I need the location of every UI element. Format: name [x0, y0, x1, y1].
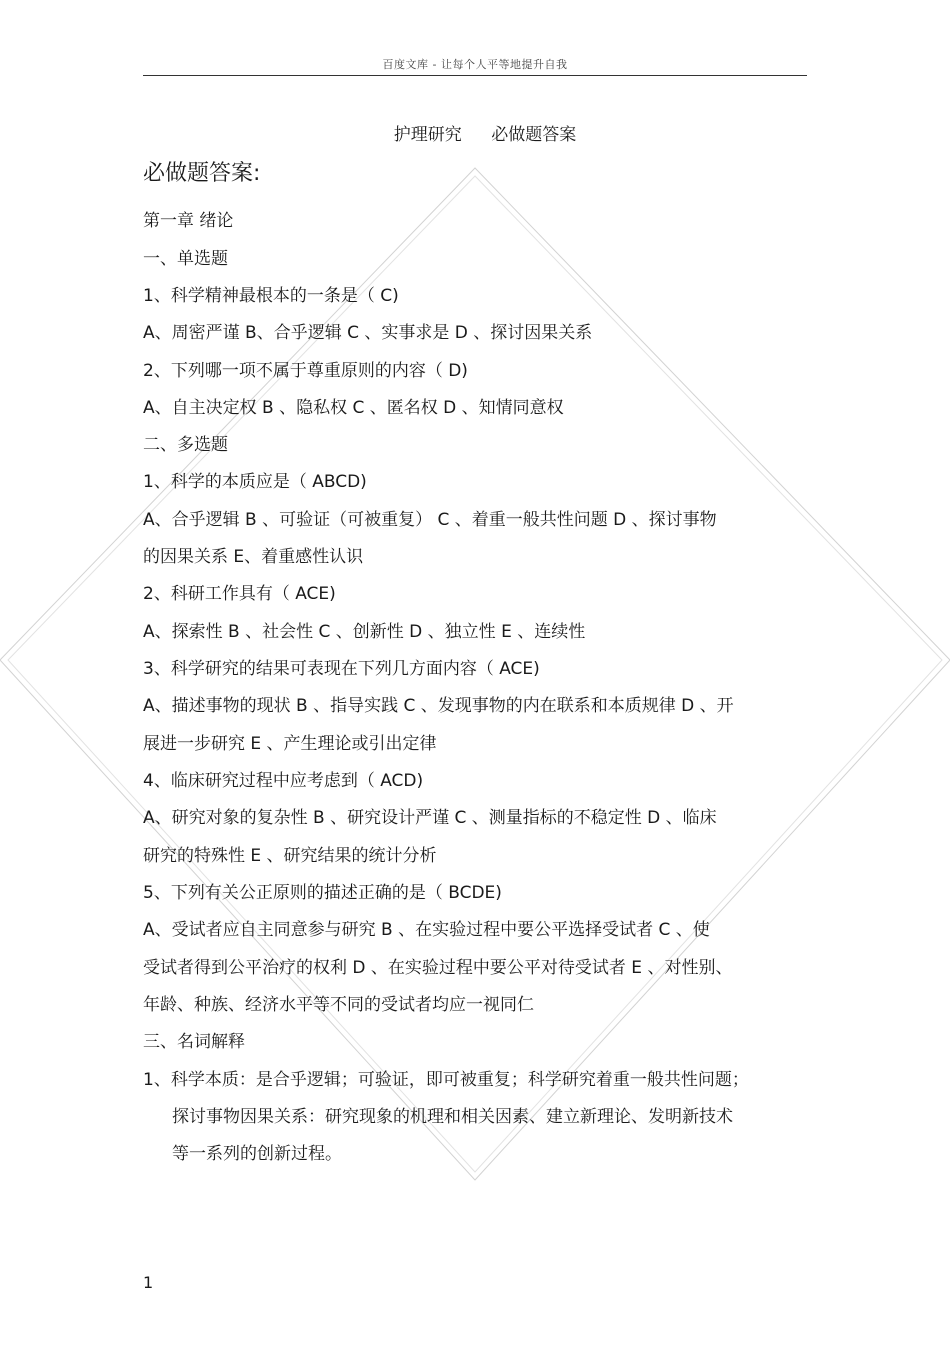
options-line: A、合乎逻辑 B 、可验证（可被重复） C 、着重一般共性问题 D 、探讨事物: [143, 510, 717, 530]
question-line: 2、下列哪一项不属于尊重原则的内容（ D): [143, 361, 468, 381]
options-line: 的因果关系 E、着重感性认识: [143, 547, 364, 567]
question-line: 3、科学研究的结果可表现在下列几方面内容（ ACE): [143, 659, 540, 679]
question-line: 2、科研工作具有（ ACE): [143, 584, 336, 604]
definition-line: 等一系列的创新过程。: [172, 1144, 342, 1164]
options-line: A、研究对象的复杂性 B 、研究设计严谨 C 、测量指标的不稳定性 D 、临床: [143, 808, 717, 828]
question-line: 4、临床研究过程中应考虑到（ ACD): [143, 771, 424, 791]
subsection-heading: 一、单选题: [143, 249, 228, 269]
options-line: 受试者得到公平治疗的权利 D 、在实验过程中要公平对待受试者 E 、对性别、: [143, 958, 733, 978]
page-number: 1: [143, 1273, 154, 1292]
definition-line: 探讨事物因果关系：研究现象的机理和相关因素、建立新理论、发明新技术: [172, 1107, 733, 1127]
chapter-title: 第一章 绪论: [143, 211, 234, 231]
question-line: 1、科学精神最根本的一条是（ C): [143, 286, 399, 306]
question-line: 5、下列有关公正原则的描述正确的是（ BCDE): [143, 883, 502, 903]
subsection-heading: 二、多选题: [143, 435, 228, 455]
document-title: 护理研究 必做题答案: [393, 125, 577, 145]
options-line: 研究的特殊性 E 、研究结果的统计分析: [143, 846, 437, 866]
section-heading: 必做题答案:: [143, 161, 261, 186]
page-header: 百度文库 - 让每个人平等地提升自我: [382, 58, 568, 71]
options-line: A、受试者应自主同意参与研究 B 、在实验过程中要公平选择受试者 C 、使: [143, 920, 710, 940]
definition-line: 1、科学本质：是合乎逻辑；可验证，即可被重复；科学研究着重一般共性问题；: [143, 1070, 749, 1090]
options-line: A、周密严谨 B、合乎逻辑 C 、实事求是 D 、探讨因果关系: [143, 323, 593, 343]
header-divider: [143, 75, 807, 76]
options-line: A、描述事物的现状 B 、指导实践 C 、发现事物的内在联系和本质规律 D 、开: [143, 696, 734, 716]
options-line: 年龄、种族、经济水平等不同的受试者均应一视同仁: [143, 995, 534, 1015]
question-line: 1、科学的本质应是（ ABCD): [143, 472, 367, 492]
options-line: A、探索性 B 、社会性 C 、创新性 D 、独立性 E 、连续性: [143, 622, 586, 642]
subsection-heading: 三、名词解释: [143, 1032, 245, 1052]
options-line: A、自主决定权 B 、隐私权 C 、匿名权 D 、知情同意权: [143, 398, 564, 418]
options-line: 展进一步研究 E 、产生理论或引出定律: [143, 734, 437, 754]
